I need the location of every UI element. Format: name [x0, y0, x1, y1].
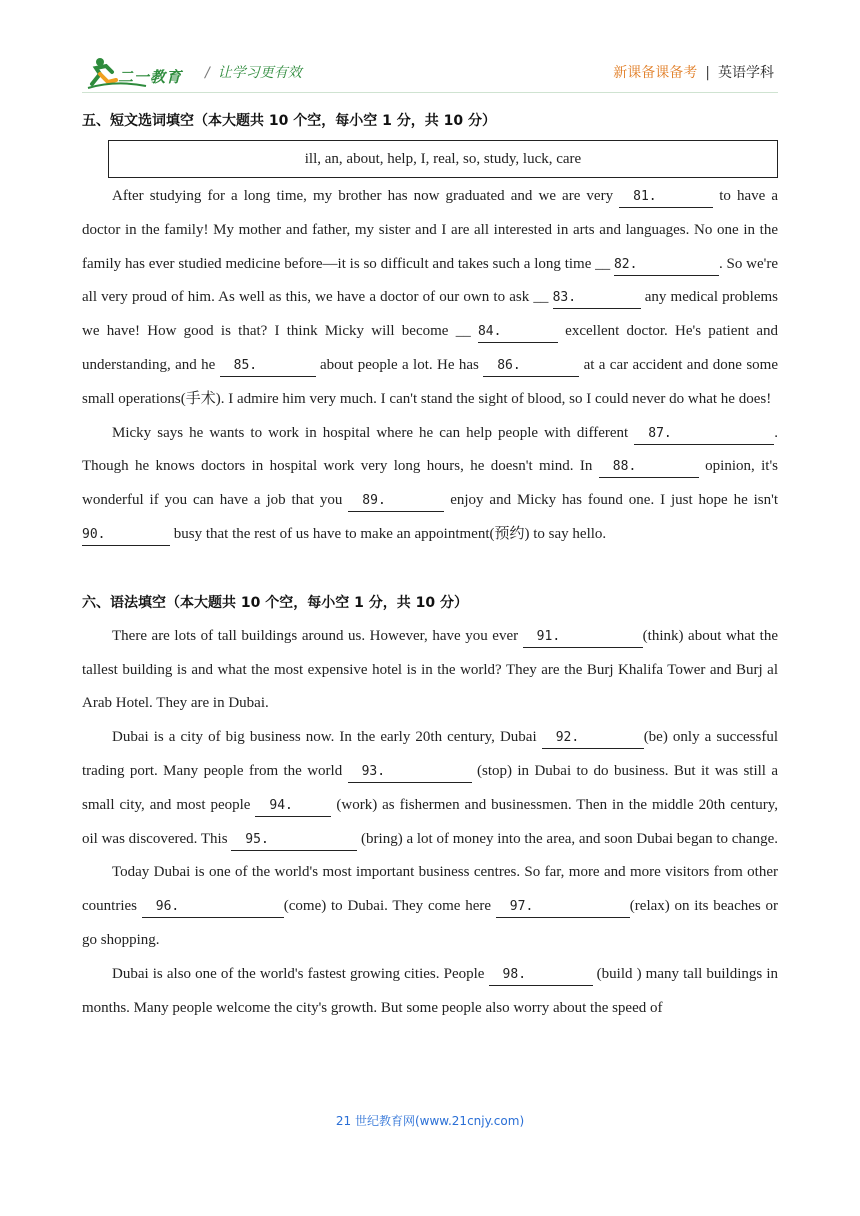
section6-paragraph-1: There are lots of tall buildings around us. However, have you ever 91. (think) about what the tallest building is and what the most expensive hotel is in the world? They are the Burj Khalifa Tower and Burj al Arab Hotel. They are in Dubai. [82, 627, 778, 712]
header-separator: | [705, 65, 710, 81]
slogan: / 让学习更有效 [205, 65, 302, 81]
blank-82[interactable]: 82. [614, 255, 719, 276]
blank-84[interactable]: 84. [478, 322, 558, 343]
word-bank-box: ill, an, about, help, I, real, so, study, luck, care [108, 140, 778, 178]
logo-text: 二一教育 [118, 68, 183, 86]
blank-83[interactable]: 83. [553, 288, 641, 309]
blank-85[interactable]: 85. [220, 356, 316, 377]
blank-96[interactable]: 96. [142, 897, 284, 918]
blank-81[interactable]: 81. [619, 187, 713, 208]
blank-94[interactable]: 94. [255, 796, 331, 817]
slogan-text: 让学习更有效 [217, 65, 302, 81]
blank-97[interactable]: 97. [496, 897, 630, 918]
header-divider [82, 92, 778, 93]
blank-91[interactable]: 91. [523, 627, 643, 648]
section5-paragraph-1: After studying for a long time, my brother has now graduated and we are very 81. to have a doctor in the family! My mother and father, my sister and I are all interested in arts and languages. No one in the family has ever studied medicine before—it is so difficult and takes such a long time __ 82. . So we're all very proud of him. As well as this, we have a doctor of our own to ask __ 83. any medical problems we have! How good is that? I think Micky will become __ 84. excellent doctor. He's patient and understanding, and he 85. about people a lot. He has 86. at a car accident and done some small operations(手术). I admire him very much. I can't stand the sight of blood, so I could never do what he does! [82, 188, 779, 407]
blank-88[interactable]: 88. [599, 457, 699, 478]
section-spacer [82, 552, 778, 586]
blank-89[interactable]: 89. [348, 491, 444, 512]
blank-98[interactable]: 98. [489, 965, 593, 986]
page-header [0, 0, 860, 100]
document-body [82, 104, 778, 1025]
section5-title: 五、短文选词填空（本大题共 10 个空，每小空 1 分，共 10 分） [82, 113, 496, 129]
header-right [613, 62, 774, 82]
blank-87[interactable]: 87. [634, 424, 774, 445]
blank-90[interactable]: 90. [82, 525, 170, 546]
blank-86[interactable]: 86. [483, 356, 579, 377]
section6-paragraph-3: Today Dubai is one of the world's most important business centres. So far, more and more visitors from other countries 96. (come) to Dubai. They come here 97. (relax) on its beaches or go shopping. [82, 864, 778, 948]
section6-title: 六、语法填空（本大题共 10 个空，每小空 1 分，共 10 分） [82, 594, 468, 611]
subject-label: 英语学科 [718, 65, 774, 81]
blank-95[interactable]: 95. [231, 830, 357, 851]
page-footer: 21 世纪教育网(www.21cnjy.com) [335, 1114, 525, 1128]
section6-paragraph-2: Dubai is a city of big business now. In the early 20th century, Dubai 92. (be) only a successful trading port. Many people from the world 93. (stop) in Dubai to do business. But it was still a small city, and most people 94. (work) as fishermen and businessmen. Then in the middle 20th century, oil was discovered. This 95. (bring) a lot of money into the area, and soon Dubai began to change. [82, 721, 778, 856]
section6-paragraph-4: Dubai is also one of the world's fastest growing cities. People 98. (build ) many tall buildings in months. Many people welcome the city's growth. But some people also worry about the speed of [82, 965, 778, 1016]
course-label: 新课备课备考 [613, 65, 698, 81]
blank-93[interactable]: 93. [348, 762, 472, 783]
section5-paragraph-2: Micky says he wants to work in hospital where he can help people with different 87. . Though he knows doctors in hospital work very long hours, he doesn't mind. In 88. opinion, it's wonderful if you can have a job that you 89. enjoy and Micky has found one. I just hope he isn't 90. busy that the rest of us have to make an appointment(预约) to say hello. [82, 417, 778, 552]
blank-92[interactable]: 92. [542, 728, 644, 749]
